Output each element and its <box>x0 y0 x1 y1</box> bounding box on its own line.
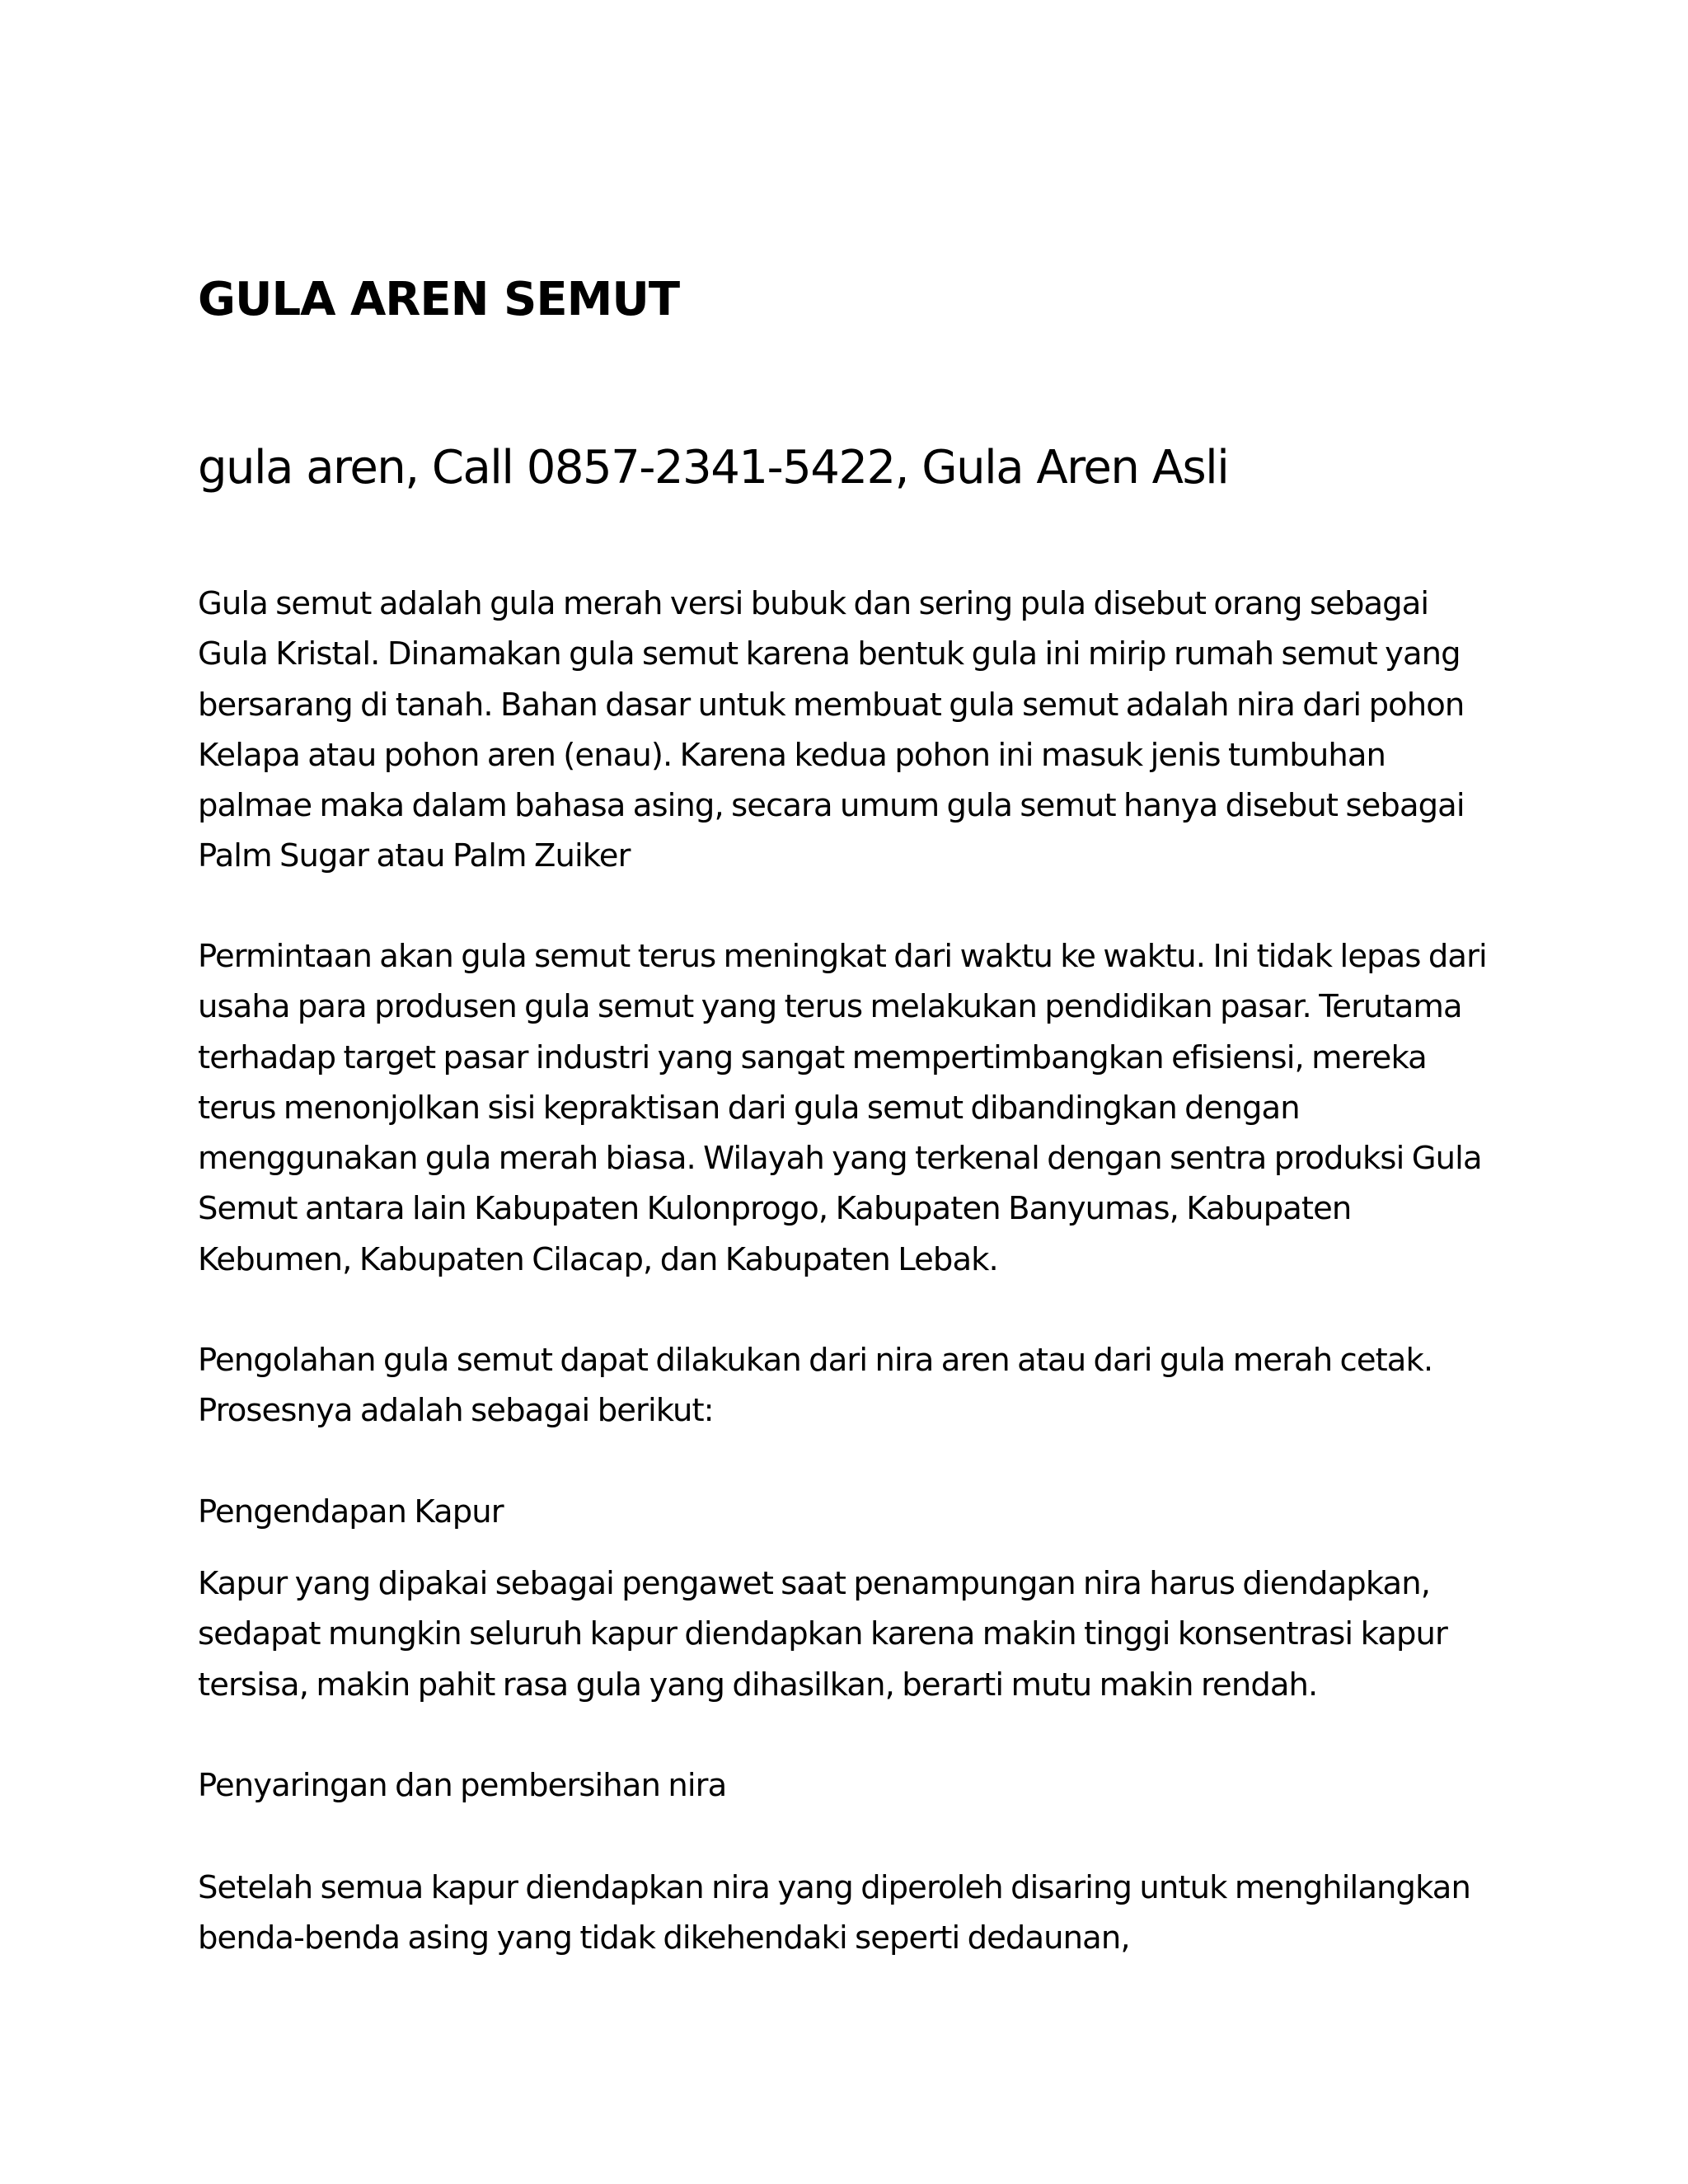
document-title: GULA AREN SEMUT <box>198 273 680 326</box>
document-subtitle: gula aren, Call 0857-2341-5422, Gula Aren Asli <box>198 441 1229 494</box>
section-heading-filtering: Penyaringan dan pembersihan nira <box>198 1767 727 1804</box>
paragraph-filtering: Setelah semua kapur diendapkan nira yang diperoleh disaring untuk menghilangkan benda-benda asing yang tidak dikehendaki seperti dedaunan, <box>198 1869 1470 1957</box>
paragraph-demand: Permintaan akan gula semut terus meningkat dari waktu ke waktu. Ini tidak lepas dari usaha para produsen gula semut yang terus melakukan pendidikan pasar. Terutama terhadap target pasar industri yang sangat mempertimbangkan efisiensi, mereka terus menonjolkan sisi kepraktisan dari gula semut dibandingkan dengan menggunakan gula merah biasa. Wilayah yang terkenal dengan sentra produksi Gula Semut antara lain Kabupaten Kulonprogo, Kabupaten Banyumas, Kabupaten Kebumen, Kabupaten Cilacap, dan Kabupaten Lebak. <box>198 938 1487 1278</box>
paragraph-intro: Gula semut adalah gula merah versi bubuk dan sering pula disebut orang sebagai Gula Kristal. Dinamakan gula semut karena bentuk gula ini mirip rumah semut yang bersarang di tanah. Bahan dasar untuk membuat gula semut adalah nira dari pohon Kelapa atau pohon aren (enau). Karena kedua pohon ini masuk jenis tumbuhan palmae maka dalam bahasa asing, secara umum gula semut hanya disebut sebagai Palm Sugar atau Palm Zuiker <box>198 585 1465 875</box>
section-heading-lime-settling: Pengendapan Kapur <box>198 1493 504 1530</box>
paragraph-lime-settling: Kapur yang dipakai sebagai pengawet saat penampungan nira harus diendapkan, sedapat mungkin seluruh kapur diendapkan karena makin tinggi konsentrasi kapur tersisa, makin pahit rasa gula yang dihasilkan, berarti mutu makin rendah. <box>198 1565 1447 1704</box>
paragraph-processing: Pengolahan gula semut dapat dilakukan dari nira aren atau dari gula merah cetak. Prosesnya adalah sebagai berikut: <box>198 1342 1433 1430</box>
